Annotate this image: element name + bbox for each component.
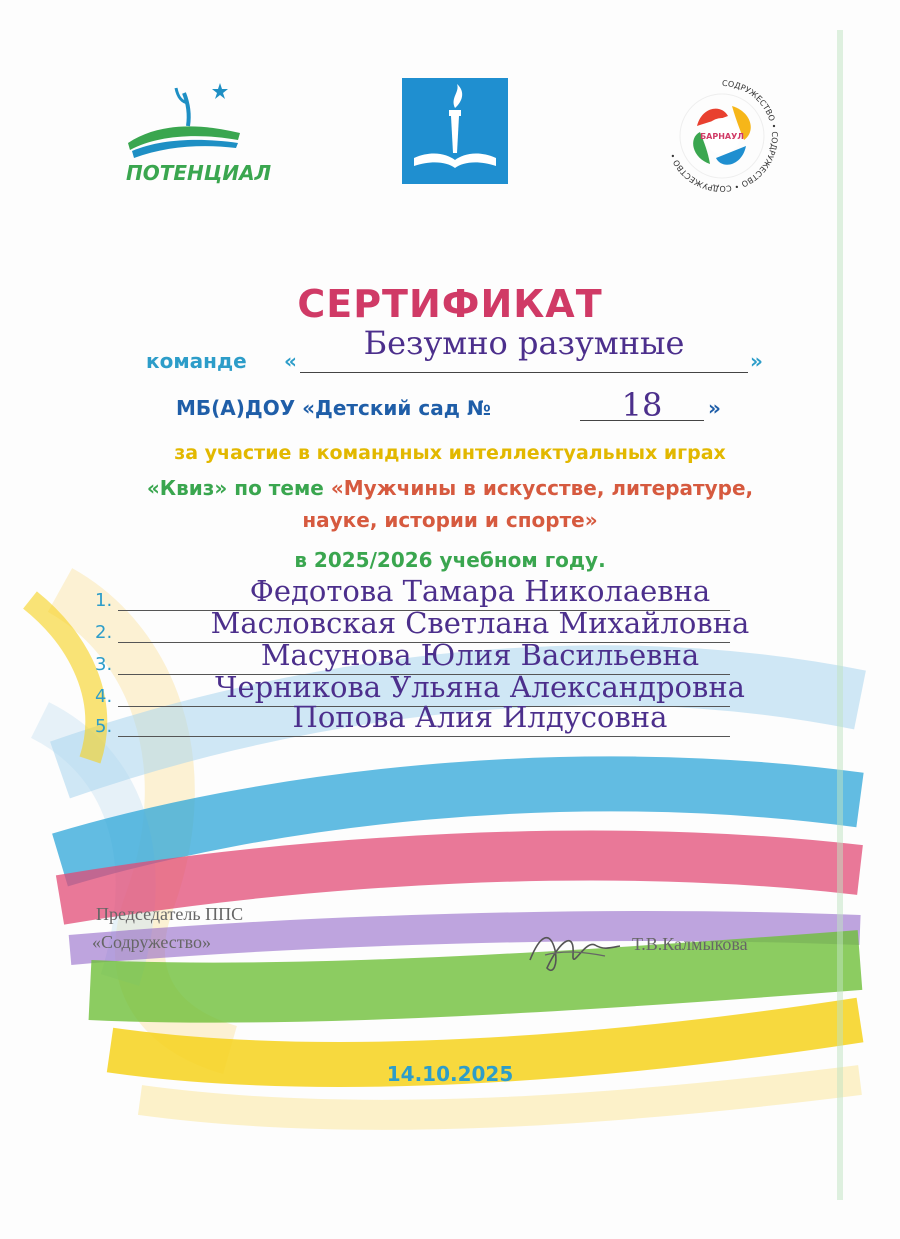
theme-line-1 — [0, 476, 900, 500]
member-name: Масловская Светлана Михайловна — [210, 606, 750, 640]
school-year: в 2025/2026 учебном году. — [294, 548, 606, 572]
sodruzhestvo-center-text: БАРНАУЛ — [700, 132, 744, 141]
team-open-quote: « — [284, 349, 297, 373]
organization-number: 18 — [621, 386, 663, 424]
team-label: команде — [146, 349, 247, 373]
team-underline — [300, 372, 748, 373]
potencial-logo-text: ПОТЕНЦИАЛ — [126, 161, 272, 185]
member-name: Федотова Тамара Николаевна — [249, 574, 711, 608]
member-number: 3. — [95, 654, 113, 675]
sodruzhestvo-ring-text: СОДРУЖЕСТВО • СОДРУЖЕСТВО • СОДРУЖЕСТВО • — [668, 78, 780, 194]
education-torch-logo — [402, 78, 508, 184]
quiz-label: «Квиз» по теме — [146, 476, 324, 500]
member-name: Масунова Юлия Васильевна — [260, 638, 700, 672]
handwritten-signature — [525, 920, 625, 980]
theme-part-1: «Мужчины в искусстве, литературе, — [330, 476, 754, 500]
member-underline — [118, 736, 730, 737]
member-name: Попова Алия Илдусовна — [292, 700, 668, 734]
theme-part-2: науке, истории и спорте» — [302, 508, 598, 532]
organization-label: МБ(А)ДОУ «Детский сад № — [176, 396, 491, 420]
participation-line: за участие в командных интеллектуальных играх — [174, 442, 726, 464]
member-number: 1. — [95, 590, 113, 611]
team-close-quote: » — [750, 349, 763, 373]
member-number: 4. — [95, 686, 113, 707]
member-name: Черникова Ульяна Александровна — [215, 670, 745, 704]
organization-close-quote: » — [708, 396, 721, 420]
team-name: Безумно разумные — [363, 324, 685, 362]
chair-organization: «Содружество» — [92, 932, 212, 952]
member-number: 5. — [95, 716, 113, 737]
chair-title: Председатель ППС — [96, 904, 244, 924]
member-number: 2. — [95, 622, 113, 643]
signer-name: Т.В.Калмыкова — [632, 934, 748, 954]
issue-date: 14.10.2025 — [386, 1062, 514, 1086]
certificate-title: СЕРТИФИКАТ — [297, 282, 603, 326]
potencial-logo — [118, 78, 272, 188]
sodruzhestvo-logo — [662, 76, 782, 196]
